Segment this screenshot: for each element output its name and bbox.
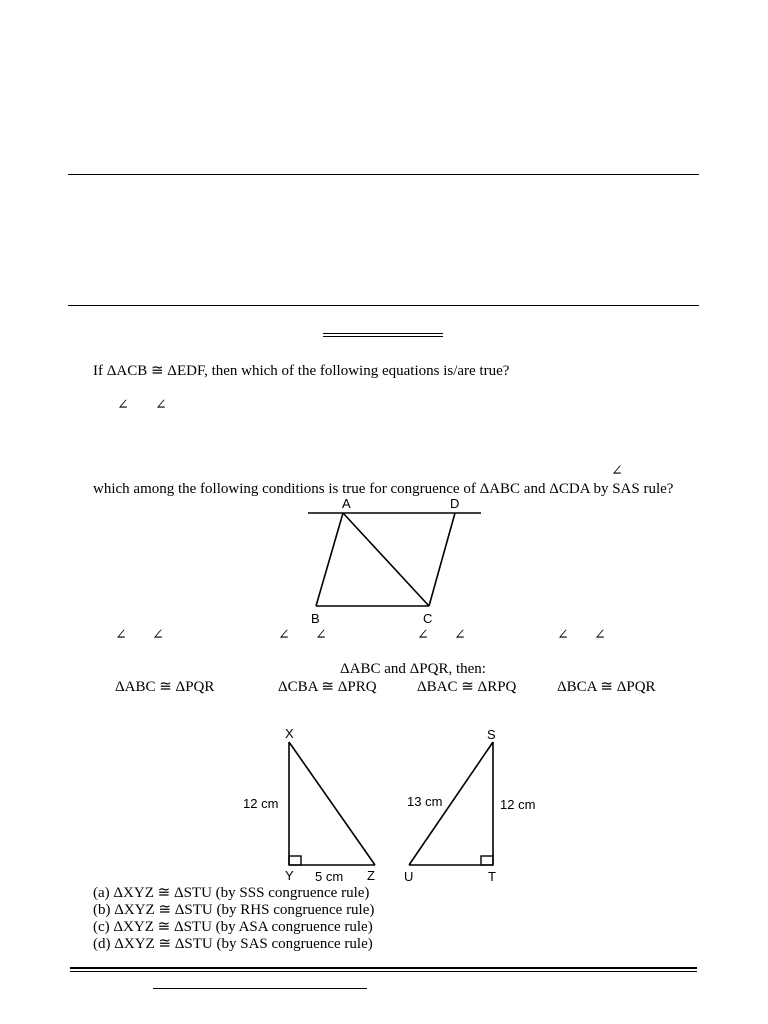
side-label-xy: 12 cm: [243, 796, 279, 811]
vertex-label-x: X: [285, 726, 294, 741]
angle-mark: ∠: [557, 628, 569, 643]
side-label-su: 13 cm: [407, 794, 443, 809]
question-4-option-c: (c) ΔXYZ ≅ ΔSTU (by ASA congruence rule): [93, 919, 373, 935]
figure-abcd-diagram: [300, 494, 490, 626]
vertex-label-b: B: [311, 611, 320, 626]
line-ab: [316, 513, 343, 606]
angle-mark: ∠: [417, 628, 429, 643]
angle-mark: ∠: [454, 628, 466, 643]
angle-mark: ∠: [117, 398, 129, 413]
right-angle-mark-y: [289, 856, 301, 865]
bottom-double-rule-2: [70, 971, 697, 972]
angle-mark: ∠: [115, 628, 127, 643]
second-divider: [68, 305, 699, 306]
angle-mark: ∠: [278, 628, 290, 643]
question-3-option-d: ΔBCA ≅ ΔPQR: [557, 679, 656, 695]
top-divider: [68, 174, 699, 175]
question-4-option-a: (a) ΔXYZ ≅ ΔSTU (by SSS congruence rule): [93, 885, 370, 901]
vertex-label-c: C: [423, 611, 433, 626]
angle-mark: ∠: [594, 628, 606, 643]
footer-underline: [153, 988, 367, 989]
title-underline-1: [323, 333, 443, 334]
vertex-label-z: Z: [367, 868, 375, 883]
question-3-option-a: ΔABC ≅ ΔPQR: [115, 679, 215, 695]
side-label-st: 12 cm: [500, 797, 536, 812]
vertex-label-s: S: [487, 727, 496, 742]
side-xz: [289, 742, 375, 865]
line-dc: [429, 513, 455, 606]
angle-mark: ∠: [611, 464, 623, 479]
angle-mark: ∠: [155, 398, 167, 413]
question-4-option-b: (b) ΔXYZ ≅ ΔSTU (by RHS congruence rule): [93, 902, 375, 918]
bottom-double-rule-1: [70, 967, 697, 969]
vertex-label-u: U: [404, 869, 414, 884]
angle-mark: ∠: [315, 628, 327, 643]
question-4-option-d: (d) ΔXYZ ≅ ΔSTU (by SAS congruence rule): [93, 936, 373, 952]
vertex-label-t: T: [488, 869, 496, 884]
side-label-yz: 5 cm: [315, 869, 344, 884]
vertex-label-a: A: [342, 496, 351, 511]
line-ac: [343, 513, 429, 606]
triangles-xyz-stu-diagram: [238, 720, 548, 888]
angle-mark: ∠: [152, 628, 164, 643]
vertex-label-d: D: [450, 496, 460, 511]
question-3-text: ΔABC and ΔPQR, then:: [340, 661, 486, 677]
question-2-text: which among the following conditions is true for congruence of ΔABC and ΔCDA by SAS rule?: [93, 481, 674, 497]
question-1-text: If ΔACB ≅ ΔEDF, then which of the following equations is/are true?: [93, 363, 510, 379]
question-3-option-b: ΔCBA ≅ ΔPRQ: [278, 679, 377, 695]
title-underline-2: [323, 336, 443, 337]
vertex-label-y: Y: [285, 868, 294, 883]
right-angle-mark-t: [481, 856, 493, 865]
question-3-option-c: ΔBAC ≅ ΔRPQ: [417, 679, 517, 695]
